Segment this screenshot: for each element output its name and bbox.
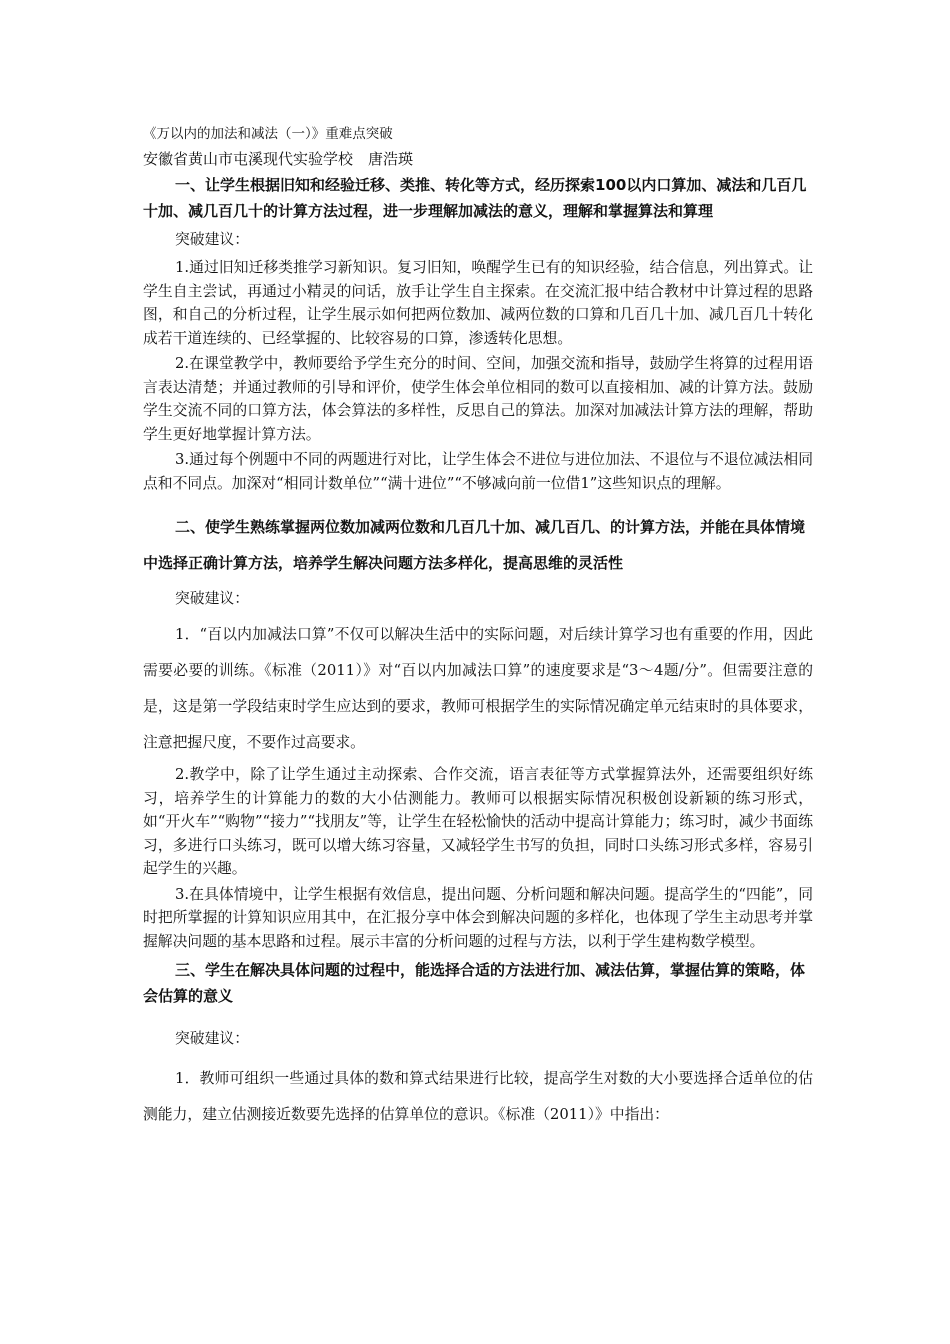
section-2-item-2: 2.教学中，除了让学生通过主动探索、合作交流，语言表征等方式掌握算法外，还需要组织好练习，培养学生的计算能力的数的大小估测能力。教师可以根据实际情况积极创设新颖的练习形式，如“开火车”“购物”“接力”“找朋友”等，让学生在轻松愉快的活动中提高计算能力；练习时，减少书面练习，多进行口头练习，既可以增大练习容量，又减轻学生书写的负担，同时口头练习形式多样，容易引起学生的兴趣。 [143, 766, 813, 877]
document-title: 《万以内的加法和减法（一）》重难点突破 [143, 126, 393, 142]
section-1-item-1: 1.通过旧知迁移类推学习新知识。复习旧知，唤醒学生已有的知识经验，结合信息，列出算式。让学生自主尝试，再通过小精灵的问话，放手让学生自主探索。在交流汇报中结合教材中计算过程的思路图，和自己的分析过程，让学生展示如何把两位数加、减两位数的口算和几百几十加、减几百几十转化成若干道连续的、已经掌握的、比较容易的口算，渗透转化思想。 [143, 259, 813, 347]
section-2-label: 突破建议： [175, 590, 249, 607]
section-1-label: 突破建议： [175, 231, 249, 248]
section-1-item-2: 2.在课堂教学中，教师要给予学生充分的时间、空间，加强交流和指导，鼓励学生将算的过程用语言表达清楚；并通过教师的引导和评价，使学生体会单位相同的数可以直接相加、减的计算方法。鼓励学生交流不同的口算方法，体会算法的多样性，反思自己的算法。加深对加减法计算方法的理解，帮助学生更好地掌握计算方法。 [143, 355, 813, 443]
document-body [143, 124, 813, 1133]
section-3-label: 突破建议： [175, 1030, 249, 1047]
section-3-item-1: 1．教师可组织一些通过具体的数和算式结果进行比较，提高学生对数的大小要选择合适单位的估测能力，建立估测接近数要先选择的估算单位的意识。《标准（2011）》中指出： [143, 1070, 813, 1123]
section-1-item-3: 3.通过每个例题中不同的两题进行对比，让学生体会不进位与进位加法、不退位与不退位减法相同点和不同点。加深对“相同计数单位”“满十进位”“不够减向前一位借1”这些知识点的理解。 [143, 451, 813, 492]
author-line: 安徽省黄山市屯溪现代实验学校 唐浩瑛 [143, 150, 414, 168]
section-2-item-1: 1．“百以内加减法口算”不仅可以解决生活中的实际问题，对后续计算学习也有重要的作用，因此需要必要的训练。《标准（2011）》对“百以内加减法口算”的速度要求是“3～4题/分”。但需要注意的是，这是第一学段结束时学生应达到的要求，教师可根据学生的实际情况确定单元结束时的具体要求，注意把握尺度，不要作过高要求。 [143, 626, 813, 751]
section-1-heading: 一、让学生根据旧知和经验迁移、类推、转化等方式，经历探索100以内口算加、减法和几百几十加、减几百几十的计算方法过程，进一步理解加减法的意义，理解和掌握算法和算理 [143, 176, 807, 220]
section-2-item-3: 3.在具体情境中，让学生根据有效信息，提出问题、分析问题和解决问题。提高学生的“四能”，同时把所掌握的计算知识应用其中，在汇报分享中体会到解决问题的多样化，也体现了学生主动思考并掌握解决问题的基本思路和过程。展示丰富的分析问题的过程与方法，以利于学生建构数学模型。 [143, 885, 813, 950]
section-3-heading: 三、学生在解决具体问题的过程中，能选择合适的方法进行加、减法估算，掌握估算的策略，体会估算的意义 [143, 961, 806, 1005]
section-2-heading: 二、使学生熟练掌握两位数加减两位数和几百几十加、减几百几、的计算方法，并能在具体情境中选择正确计算方法，培养学生解决问题方法多样化，提高思维的灵活性 [143, 518, 806, 572]
